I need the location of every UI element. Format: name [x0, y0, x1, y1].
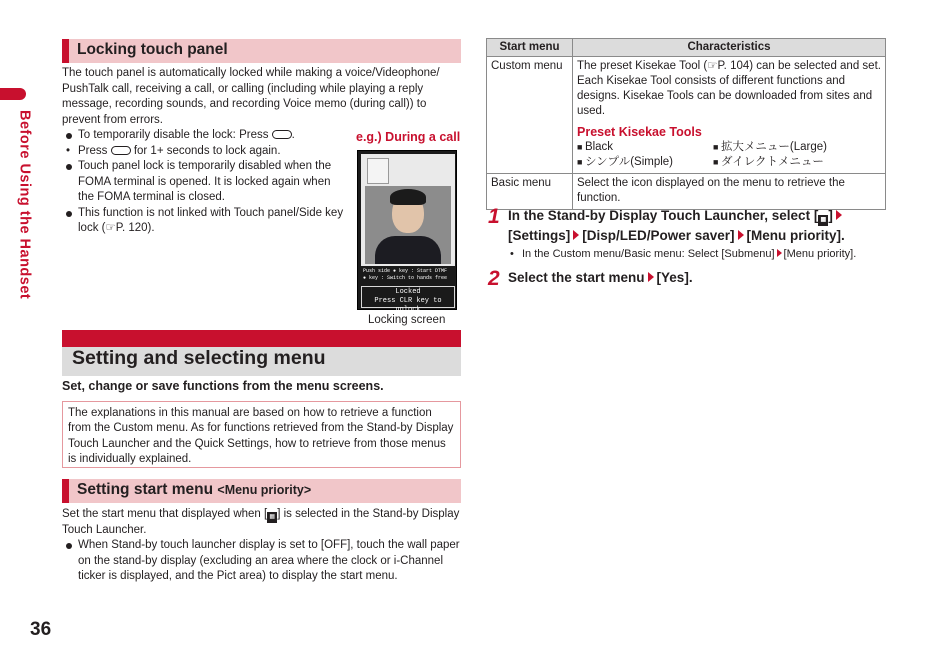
locking-intro: The touch panel is automatically locked while making a voice/Videophone/ PushTalk call, receiving a call, or calling (including while playing a reply message, recording sounds, and recording Voice memo (during call)) to prevent from errors.	[62, 67, 440, 126]
image-caption: Locking screen	[368, 314, 446, 326]
oval-key-icon	[272, 130, 292, 139]
table-header-start-menu: Start menu	[487, 39, 573, 57]
menu-note-box: The explanations in this manual are based on how to retrieve a function from the Custom menu. As for functions retrieved from the Stand-by Display Touch Launcher and the Quick Settings, how to retrieve from those menus is individually explained.	[62, 401, 461, 468]
table-header-characteristics: Characteristics	[573, 39, 886, 57]
table-cell-desc: The preset Kisekae Tool (☞P. 104) can be selected and set. Each Kisekae Tool consists of different functions and designs. Kisekae Tools can be downloaded from sites and used. Preset Kisekae Tools ■ Black ■ 拡大メニュー(Large) ■ シンプル(Simple) ■ ダイレクトメニュー	[573, 57, 886, 174]
preset-tools-title: Preset Kisekae Tools	[577, 125, 702, 139]
step-1-note: • In the Custom menu/Basic menu: Select [Submenu] [Menu priority].	[486, 247, 886, 262]
small-face-icon	[367, 158, 389, 184]
screen-info: Push side ● key : Start DTMF ● key : Switch to hands free	[363, 268, 448, 281]
phone-screen	[361, 154, 455, 266]
red-arrow-icon	[738, 230, 744, 240]
page-number: 36	[30, 619, 52, 640]
locking-sub-bullet	[64, 144, 349, 160]
tool-item: ■ 拡大メニュー(Large)	[713, 140, 873, 155]
start-menu-table	[486, 38, 886, 210]
red-arrow-icon	[777, 249, 782, 257]
sub-bullet-post: for 1+ seconds to lock again.	[133, 144, 281, 157]
locking-bullet-3: This function is not linked with Touch panel/Side key lock (☞P. 120).	[64, 206, 349, 237]
locking-bullets	[64, 128, 349, 237]
start-menu-heading	[62, 479, 461, 503]
caller-photo	[365, 186, 451, 264]
red-arrow-icon	[648, 272, 654, 282]
red-arrow-icon	[836, 210, 842, 220]
side-tab-marker	[0, 88, 26, 100]
step-2: 2 Select the start menu [Yes].	[488, 267, 693, 290]
red-arrow-icon	[573, 230, 579, 240]
locked-message: Locked Press CLR key to unlock	[361, 286, 455, 308]
oval-key-icon	[111, 146, 131, 155]
menu-section-heading	[62, 330, 461, 376]
table-cell-name: Custom menu	[487, 57, 573, 174]
preset-tools-list	[577, 140, 881, 170]
menu-intro: Set, change or save functions from the menu screens.	[62, 379, 384, 393]
start-menu-subtitle: <Menu priority>	[217, 483, 312, 497]
tool-item: ■ Black	[577, 140, 713, 155]
menu-icon: ▦	[267, 512, 277, 523]
tool-item: ■ シンプル(Simple)	[577, 155, 713, 170]
menu-icon: ▦	[818, 215, 828, 226]
table-row	[487, 174, 886, 210]
step-1: 1 In the Stand-by Display Touch Launcher, select [ ▦ ][Settings] [Disp/LED/Power saver] [Menu priority].	[488, 205, 845, 243]
locking-bullet-2: Touch panel lock is temporarily disabled when the FOMA terminal is opened. It is locked again when the FOMA terminal is closed.	[64, 159, 349, 206]
tool-item: ■ ダイレクトメニュー	[713, 155, 873, 170]
table-header-row	[487, 39, 886, 57]
start-menu-title: Setting start menu	[77, 481, 214, 498]
table-row	[487, 57, 886, 174]
table-cell-name: Basic menu	[487, 174, 573, 210]
table-cell-desc: Select the icon displayed on the menu to retrieve the function.	[573, 174, 886, 210]
start-menu-intro: Set the start menu that displayed when [ ▦ ] is selected in the Stand-by Display Touch Launcher.	[62, 508, 460, 536]
locking-heading: Locking touch panel	[62, 39, 461, 63]
start-menu-bullets	[64, 538, 464, 585]
step-number: 2	[488, 267, 500, 290]
side-section-label: Before Using the Handset	[16, 110, 33, 300]
locking-screen-image	[357, 150, 457, 314]
sub-bullet-pre: Press	[78, 144, 108, 157]
bullet-1-pre: To temporarily disable the lock: Press	[78, 129, 269, 141]
procedure-steps	[486, 206, 886, 288]
locking-bullet-1	[64, 128, 349, 144]
step-number: 1	[488, 205, 500, 228]
example-label: e.g.) During a call	[356, 130, 461, 144]
start-menu-bullet: When Stand-by touch launcher display is set to [OFF], touch the wall paper on the stand-by display (excluding an area where the clock or i-Channel ticker is displayed, and the Pict area) to display the start menu.	[64, 538, 464, 585]
bullet-1-post: .	[291, 129, 295, 141]
menu-section-title: Setting and selecting menu	[62, 347, 461, 376]
